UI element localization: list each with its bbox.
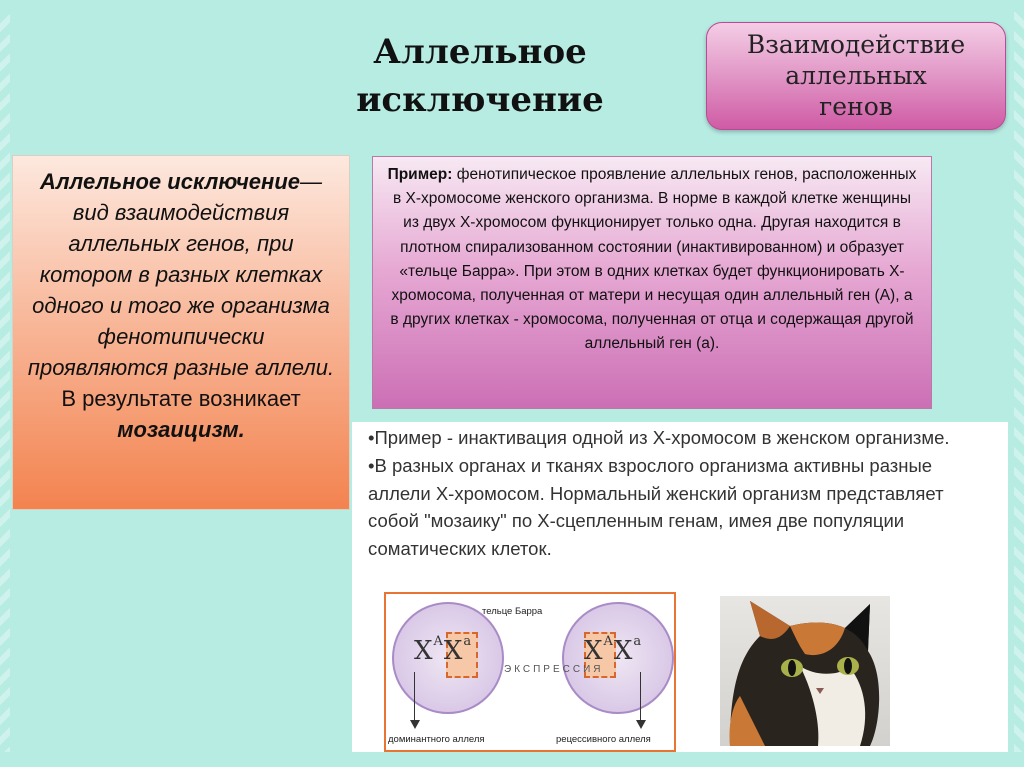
- calico-cat-photo: [720, 596, 890, 746]
- example-label: Пример:: [387, 166, 453, 183]
- cell1-chromosomes: $X^AX^a$: [414, 634, 473, 666]
- definition-result-text: В результате возникает: [61, 386, 301, 411]
- left-decorative-stripes: [0, 12, 10, 752]
- title-line-2: исключение: [356, 80, 604, 120]
- bullet-2: •В разных органах и тканях взрослого организма активны разные аллели Х-хромосом. Нормальный женский организм представляет собой "мозаику" по Х-сцепленным генам, имея две популяции соматических клеток.: [368, 454, 944, 560]
- arrow-left-line: [414, 672, 415, 722]
- cell2-chromosomes: $X^AX^a$: [584, 634, 643, 666]
- recessive-allele-label: рецессивного аллеля: [556, 734, 651, 745]
- definition-box: [12, 155, 350, 510]
- badge-line-3: генов: [819, 92, 893, 121]
- right-decorative-stripes: [1014, 12, 1024, 752]
- example-box: [372, 156, 932, 409]
- cell-recessive: [562, 602, 674, 714]
- title-line-1: Аллельное: [373, 32, 587, 72]
- badge-line-2: аллельных: [785, 61, 927, 90]
- bullet-list: [368, 424, 998, 563]
- barr-label: тельце Барра: [482, 606, 543, 617]
- topic-badge: [706, 22, 1006, 130]
- cat-illustration: [720, 596, 890, 746]
- slide-title: [300, 28, 660, 124]
- dominant-allele-label: доминантного аллеля: [388, 734, 485, 745]
- cell-dominant: [392, 602, 504, 714]
- bullet-1: •Пример - инактивация одной из Х-хромосом в женском организме.: [368, 427, 950, 448]
- definition-text: вид взаимодействия аллельных генов, при котором в разных клетках одного и того же организма фенотипически проявляются разные аллели.: [27, 200, 335, 380]
- arrow-right-head: [636, 720, 646, 729]
- arrow-left-head: [410, 720, 420, 729]
- inactivation-panel: [352, 422, 1008, 752]
- arrow-right-line: [640, 672, 641, 722]
- expression-label: ЭКСПРЕССИЯ: [504, 664, 604, 675]
- definition-term: Аллельное исключение: [39, 169, 300, 194]
- definition-result-term: мозаицизм.: [117, 417, 245, 442]
- example-text: фенотипическое проявление аллельных генов, расположенных в Х-хромосоме женского организма. В норме в каждой клетке женщины из двух Х-хромосом функционирует только одна. Другая находится в плотном спирализованном состоянии (инактивированном) и образует «тельце Барра». При этом в одних клетках будет функционировать Х-хромосома, полученная от матери и несущая один аллельный ген (А), а в других клетках - хромосома, полученная от отца и содержащая другой аллельный ген (а).: [390, 166, 917, 353]
- x-inactivation-diagram: [384, 592, 676, 752]
- definition-dash: —: [300, 169, 322, 194]
- badge-line-1: Взаимодействие: [746, 30, 966, 59]
